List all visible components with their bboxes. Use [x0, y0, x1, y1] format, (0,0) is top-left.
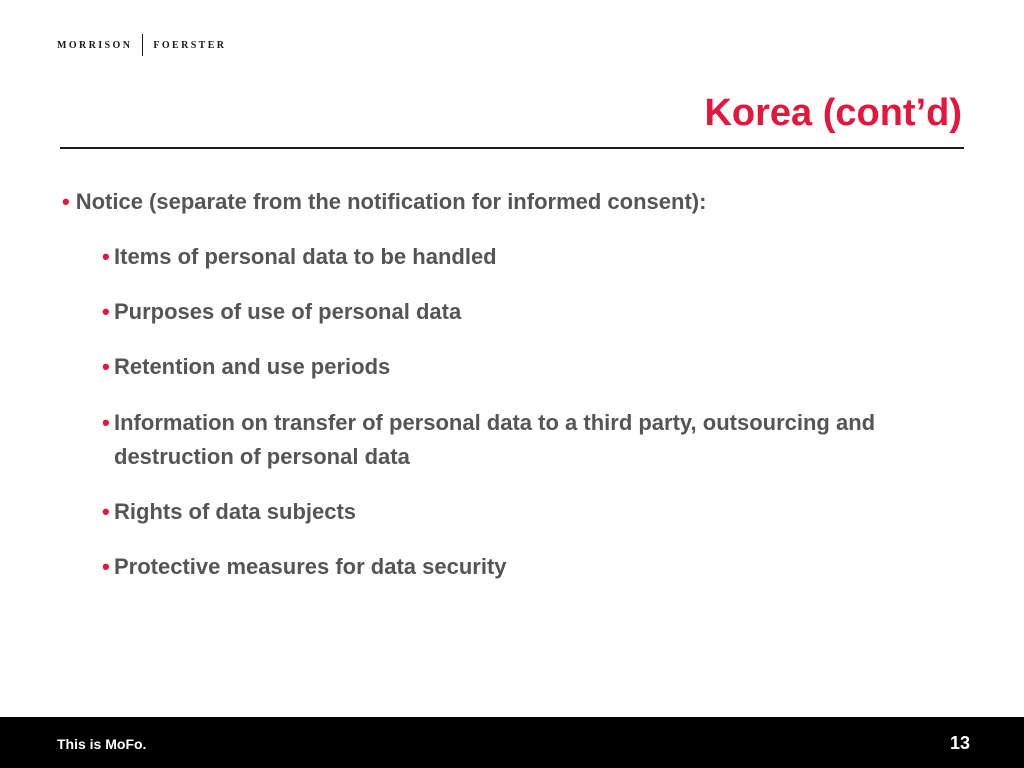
logo-word-left: MORRISON — [57, 39, 133, 51]
sub-bullet-text: Items of personal data to be handled — [114, 244, 497, 269]
bullet-dot-icon: • — [102, 354, 110, 379]
sub-bullet-1 — [102, 240, 972, 274]
sub-bullet-text: Retention and use periods — [114, 354, 391, 379]
bullet-dot-icon: • — [102, 244, 110, 269]
logo-separator — [142, 34, 143, 56]
bullet-dot-icon: • — [102, 410, 110, 435]
logo-word-right: FOERSTER — [153, 39, 227, 51]
main-bullet-text: Notice (separate from the notification for informed consent): — [75, 189, 707, 214]
footer-bar — [0, 717, 1024, 768]
main-bullet — [62, 186, 706, 218]
sub-bullet-text: Rights of data subjects — [114, 499, 357, 524]
sub-bullet-text: Information on transfer of personal data to a third party, outsourcing and destruction of personal data — [114, 410, 876, 469]
bullet-dot-icon: • — [102, 499, 110, 524]
slide-title: Korea (cont’d) — [704, 92, 962, 134]
sub-bullet-6 — [102, 550, 972, 584]
sub-bullet-4 — [102, 406, 972, 474]
bullet-dot-icon: • — [102, 299, 110, 324]
title-divider — [60, 147, 964, 149]
sub-bullet-text: Protective measures for data security — [114, 554, 507, 579]
morrison-foerster-logo — [57, 33, 226, 57]
footer-tagline: This is MoFo. — [57, 736, 147, 752]
bullet-dot-icon: • — [62, 189, 70, 214]
sub-bullet-2 — [102, 295, 972, 329]
sub-bullet-text: Purposes of use of personal data — [114, 299, 462, 324]
bullet-dot-icon: • — [102, 554, 110, 579]
sub-bullet-3 — [102, 350, 972, 384]
page-number: 13 — [949, 733, 970, 753]
sub-bullet-5 — [102, 495, 972, 529]
